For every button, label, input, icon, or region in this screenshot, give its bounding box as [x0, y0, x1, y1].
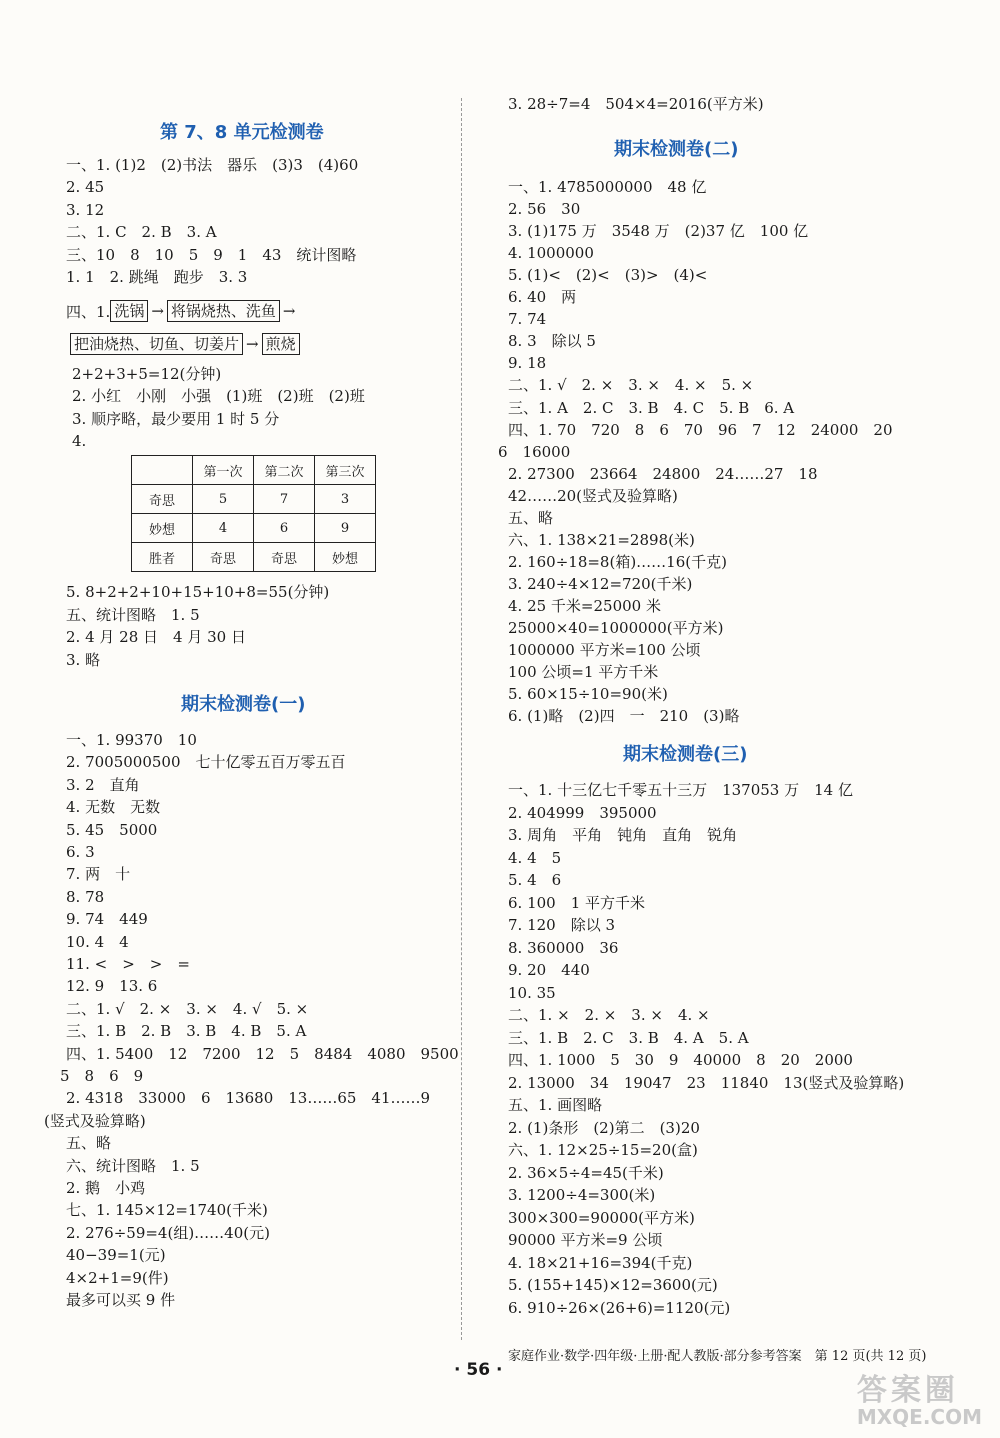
arrow-right-icon: →: [151, 302, 164, 320]
answer-line: 二、1. × 2. × 3. × 4. ×: [508, 1006, 710, 1024]
answer-line: 五、统计图略 1. 5: [66, 606, 200, 624]
results-table: [131, 455, 376, 572]
answer-line: 六、1. 138×21=2898(米): [508, 531, 695, 549]
answer-line: 二、1. √ 2. × 3. × 4. × 5. ×: [508, 376, 754, 394]
watermark-url: MXQE.COM: [856, 1405, 982, 1429]
answer-line: 6. (1)略 (2)四 一 210 (3)略: [508, 707, 740, 725]
flow-box-heat-oil: 把油烧热、切鱼、切姜片: [70, 333, 243, 355]
table-row: [132, 543, 376, 572]
answer-line: 42……20(竖式及验算略): [508, 487, 678, 505]
answer-line: 4. 4 5: [508, 849, 562, 867]
answer-line: 5. 4 6: [508, 871, 562, 889]
answer-line: 7. 74: [508, 310, 547, 328]
answer-line: 5. (1)< (2)< (3)> (4)<: [508, 266, 708, 284]
answer-line: 2. 27300 23664 24800 24……27 18: [508, 465, 818, 483]
answer-line: 90000 平方米=9 公顷: [508, 1231, 663, 1249]
answer-line: 六、1. 12×25÷15=20(盒): [508, 1141, 698, 1159]
watermark-text: 答案圈: [856, 1373, 959, 1408]
flow-box-wash-pot: 洗锅: [110, 300, 148, 322]
answer-line: 9. 20 440: [508, 961, 590, 979]
answer-line: 1. 1 2. 跳绳 跑步 3. 3: [66, 268, 248, 286]
answer-line: 6. 40 两: [508, 288, 577, 306]
table-cell: [132, 456, 193, 485]
table-cell: 妙想: [315, 543, 376, 572]
page-footer: 家庭作业·数学·四年级·上册·配人教版·部分参考答案 第 12 页(共 12 页): [508, 1349, 927, 1364]
table-cell: 第一次: [193, 456, 254, 485]
table-cell: 6: [254, 514, 315, 543]
flow-prefix: 四、1.: [66, 302, 111, 321]
table-cell: 妙想: [132, 514, 193, 543]
answer-line: 8. 78: [66, 888, 105, 906]
answer-line: 3. 1200÷4=300(米): [508, 1186, 656, 1204]
answer-line: 3. 2 直角: [66, 776, 140, 794]
answer-line: 10. 4 4: [66, 933, 129, 951]
answer-line: 3. 240÷4×12=720(千米): [508, 575, 693, 593]
answer-line: 五、略: [508, 509, 554, 527]
answer-line: 2. 4318 33000 6 13680 13……65 41……9: [66, 1089, 431, 1107]
answer-line: 2. 160÷18=8(箱)……16(千克): [508, 553, 727, 571]
answer-line: 一、1. 4785000000 48 亿: [508, 178, 707, 196]
answer-line: 9. 18: [508, 354, 547, 372]
answer-line: 三、1. A 2. C 3. B 4. C 5. B 6. A: [508, 399, 795, 417]
answer-line: 4. 1000000: [508, 244, 594, 262]
flow-box-fry: 煎烧: [262, 333, 300, 355]
answer-line: 40−39=1(元): [66, 1246, 166, 1264]
answer-line: 2+2+3+5=12(分钟): [72, 365, 222, 383]
answer-line: 4.: [72, 432, 87, 450]
answer-line: 6. 910÷26×(26+6)=1120(元): [508, 1299, 731, 1317]
answer-line: 3. 28÷7=4 504×4=2016(平方米): [508, 95, 764, 113]
answer-line: 五、略: [66, 1134, 112, 1152]
answer-line: 100 公顷=1 平方千米: [508, 663, 659, 681]
answer-line: 最多可以买 9 件: [66, 1291, 176, 1309]
answer-line: 二、1. C 2. B 3. A: [66, 223, 217, 241]
answer-line: 2. 56 30: [508, 200, 581, 218]
table-cell: 奇思: [132, 485, 193, 514]
answer-line: 6. 100 1 平方千米: [508, 894, 646, 912]
answer-line: 2. 45: [66, 178, 105, 196]
answer-line: 7. 120 除以 3: [508, 916, 616, 934]
answer-line: 25000×40=1000000(平方米): [508, 619, 724, 637]
arrow-right-icon: →: [246, 335, 259, 353]
section-title-final-1: 期末检测卷(一): [181, 694, 306, 715]
answer-line: 7. 两 十: [66, 865, 131, 883]
answer-line: 六、统计图略 1. 5: [66, 1157, 200, 1175]
answer-line: 8. 3 除以 5: [508, 332, 596, 350]
answer-line: 5. (155+145)×12=3600(元): [508, 1276, 718, 1294]
answer-line: 二、1. √ 2. × 3. × 4. √ 5. ×: [66, 1000, 309, 1018]
answer-line: (竖式及验算略): [44, 1112, 146, 1130]
table-cell: 5: [193, 485, 254, 514]
answer-line: 3. 略: [66, 651, 101, 669]
answer-line: 四、1. 1000 5 30 9 40000 8 20 2000: [508, 1051, 853, 1069]
table-cell: 奇思: [254, 543, 315, 572]
answer-line: 4. 无数 无数: [66, 798, 161, 816]
answer-line: 2. 36×5÷4=45(千米): [508, 1164, 664, 1182]
answer-line: 5. 8+2+2+10+15+10+8=55(分钟): [66, 583, 330, 601]
answer-line: 6 16000: [498, 443, 571, 461]
arrow-right-icon: →: [282, 302, 296, 320]
answer-line: 3. 周角 平角 钝角 直角 锐角: [508, 826, 738, 844]
table-row: [132, 485, 376, 514]
table-cell: 9: [315, 514, 376, 543]
table-cell: 3: [315, 485, 376, 514]
answer-line: 3. 12: [66, 201, 105, 219]
answer-line: 2. 276÷59=4(组)……40(元): [66, 1224, 270, 1242]
flow-diagram-row-2: [70, 332, 300, 356]
answer-line: 10. 35: [508, 984, 556, 1002]
answer-line: 2. 鹅 小鸡: [66, 1179, 146, 1197]
answer-line: 12. 9 13. 6: [66, 977, 158, 995]
answer-line: 三、10 8 10 5 9 1 43 统计图略: [66, 246, 357, 264]
flow-diagram-row-1: [66, 299, 299, 323]
table-cell: 第二次: [254, 456, 315, 485]
answer-line: 300×300=90000(平方米): [508, 1209, 695, 1227]
answer-line: 一、1. 99370 10: [66, 731, 197, 749]
answer-line: 四、1. 5400 12 7200 12 5 8484 4080 9500: [66, 1045, 459, 1063]
answer-line: 2. 13000 34 19047 23 11840 13(竖式及验算略): [508, 1074, 905, 1092]
answer-line: 4. 25 千米=25000 米: [508, 597, 661, 615]
answer-line: 2. 404999 395000: [508, 804, 657, 822]
table-cell: 4: [193, 514, 254, 543]
section-title-unit-7-8: 第 7、8 单元检测卷: [160, 122, 324, 143]
answer-line: 五、1. 画图略: [508, 1096, 603, 1114]
table-cell: 胜者: [132, 543, 193, 572]
answer-line: 3. (1)175 万 3548 万 (2)37 亿 100 亿: [508, 222, 809, 240]
watermark: [857, 1365, 982, 1429]
page-number: · 56 ·: [454, 1360, 503, 1380]
answer-line: 四、1. 70 720 8 6 70 96 7 12 24000 20: [508, 421, 893, 439]
table-row: [132, 456, 376, 485]
table-cell: 第三次: [315, 456, 376, 485]
column-divider: [461, 98, 462, 1340]
table-row: [132, 514, 376, 543]
answer-line: 4. 18×21+16=394(千克): [508, 1254, 693, 1272]
answer-line: 2. 7005000500 七十亿零五百万零五百: [66, 753, 346, 771]
section-title-final-3: 期末检测卷(三): [623, 744, 748, 765]
table-cell: 奇思: [193, 543, 254, 572]
table-cell: 7: [254, 485, 315, 514]
answer-line: 6. 3: [66, 843, 95, 861]
section-title-final-2: 期末检测卷(二): [614, 139, 739, 160]
answer-line: 1000000 平方米=100 公顷: [508, 641, 701, 659]
answer-line: 七、1. 145×12=1740(千米): [66, 1201, 268, 1219]
answer-line: 8. 360000 36: [508, 939, 619, 957]
answer-line: 三、1. B 2. C 3. B 4. A 5. A: [508, 1029, 749, 1047]
answer-line: 2. 小红 小刚 小强 (1)班 (2)班 (2)班: [72, 387, 365, 405]
flow-box-heat-pot: 将锅烧热、洗鱼: [167, 300, 280, 322]
answer-line: 2. (1)条形 (2)第二 (3)20: [508, 1119, 700, 1137]
answer-line: 5. 60×15÷10=90(米): [508, 685, 668, 703]
answer-line: 一、1. 十三亿七千零五十三万 137053 万 14 亿: [508, 781, 853, 799]
answer-line: 一、1. (1)2 (2)书法 器乐 (3)3 (4)60: [66, 156, 359, 174]
answer-line: 4×2+1=9(件): [66, 1269, 169, 1287]
answer-line: 5. 45 5000: [66, 821, 158, 839]
answer-line: 9. 74 449: [66, 910, 148, 928]
answer-line: 三、1. B 2. B 3. B 4. B 5. A: [66, 1022, 307, 1040]
answer-line: 3. 顺序略，最少要用 1 时 5 分: [72, 410, 280, 428]
answer-line: 11. < > > =: [66, 955, 190, 973]
answer-line: 5 8 6 9: [60, 1067, 144, 1085]
answer-line: 2. 4 月 28 日 4 月 30 日: [66, 628, 246, 646]
